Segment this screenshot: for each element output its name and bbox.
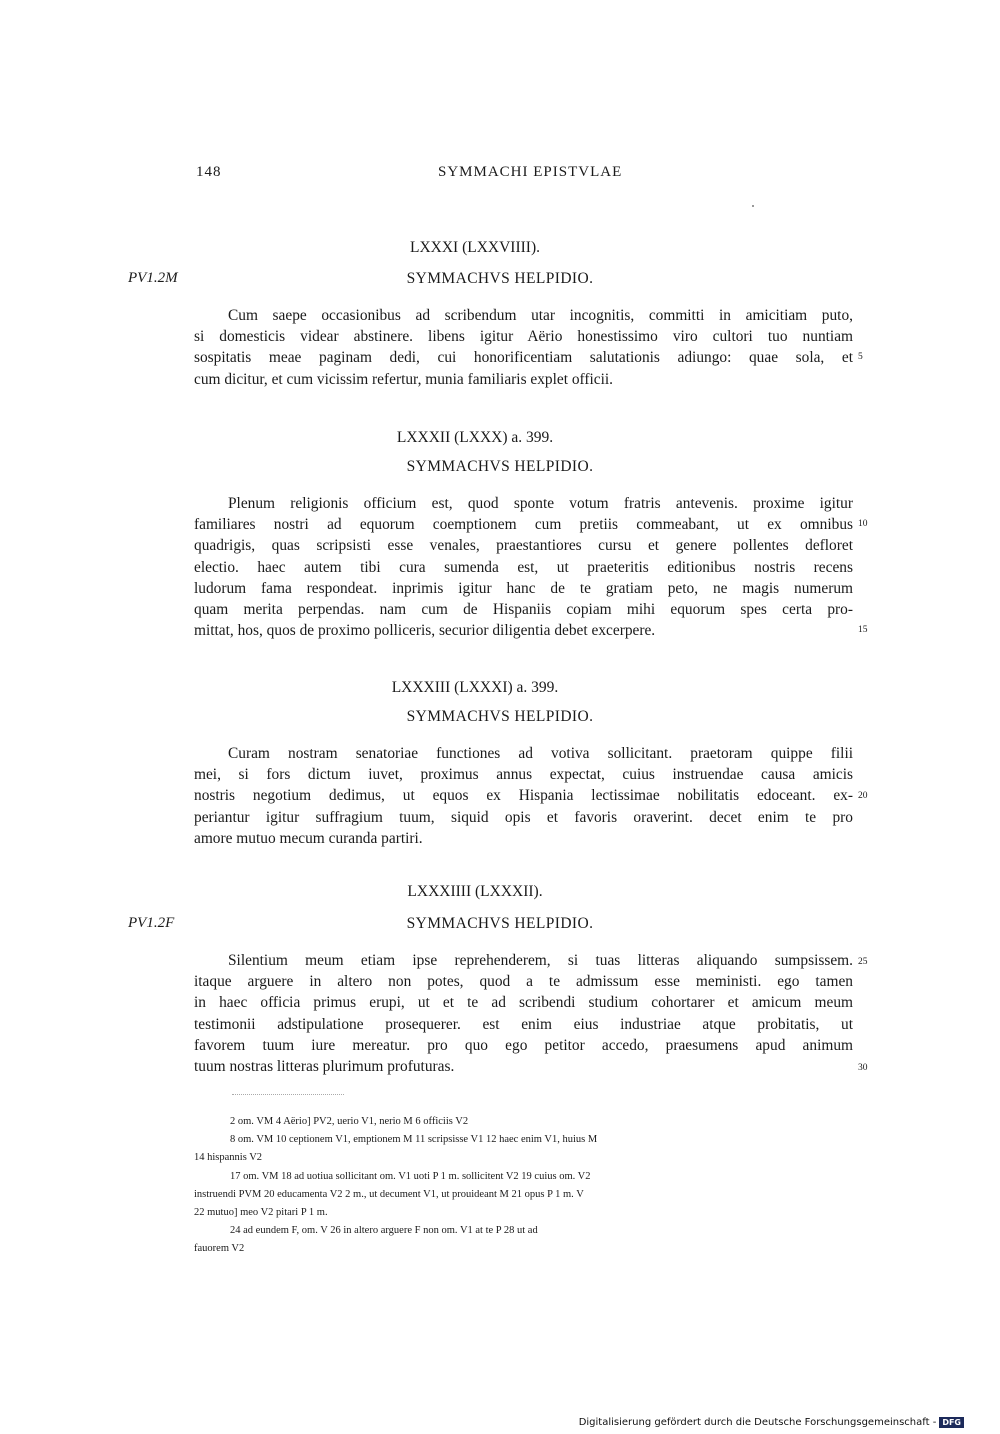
text-line: quam merita perpendas. nam cum de Hispaniis copiam mihi equorum spes certa pro- xyxy=(194,601,853,619)
dfg-logo: DFG xyxy=(939,1417,964,1428)
text-line: cum dicitur, et cum vicissim refertur, munia familiaris explet officii. xyxy=(194,370,614,388)
letter-text xyxy=(194,305,853,390)
text-line: nostris negotium dedimus, ut equos ex Hispania lectissimae nobilitatis edoceant. ex- xyxy=(194,787,853,805)
text-line: mei, si fors dictum iuvet, proximus annus expectat, cuius instruendae causa amicis xyxy=(194,766,853,784)
apparatus-line: 14 hispannis V2 xyxy=(194,1152,263,1164)
line-number: 20 xyxy=(858,791,868,801)
line-number: 25 xyxy=(858,957,868,967)
text-line: favorem tuum iure mereatur. pro quo ego petitor accedo, praesumens apud animum xyxy=(194,1036,853,1054)
text-line: si domesticis videar abstinere. libens igitur Aërio honestissimo viro cultori tuo nuntiam xyxy=(194,328,853,346)
text-line: itaque arguere in altero non potes, quod a te admissum esse meministi. ego tamen xyxy=(194,973,853,991)
letter-text xyxy=(194,950,853,1077)
running-title: SYMMACHI EPISTVLAE xyxy=(438,164,623,180)
critical-apparatus xyxy=(194,1113,852,1259)
letter-number: LXXXI (LXXVIIII). xyxy=(410,239,540,256)
text-line: Cum saepe occasionibus ad scribendum utar incognitis, committi in amicitiam puto, xyxy=(228,307,853,324)
manuscript-sigla: PV1.2M xyxy=(128,270,178,286)
line-number: 5 xyxy=(858,352,863,362)
text-line: in haec officia primus erupi, ut et te ad scribendi studium cohortarer et amicum meum xyxy=(194,994,853,1012)
letter-number: LXXXII (LXXX) a. 399. xyxy=(396,429,554,446)
text-line: Plenum religionis officium est, quod sponte votum fratris antevenis. proxime igitur xyxy=(228,495,853,512)
text-line: amore mutuo mecum curanda partiri. xyxy=(194,829,423,847)
text-line: Curam nostram senatoriae functiones ad votiva sollicitant. praetoram quippe filii xyxy=(228,745,853,762)
letter-number: LXXXIIII (LXXXII). xyxy=(407,883,543,900)
apparatus-line: 17 om. VM 18 ad uotiua sollicitant om. V1 uoti P 1 m. sollicitent V2 19 cuius om. V2 xyxy=(230,1170,591,1182)
letter-text xyxy=(194,493,853,641)
text-line: familiares nostri ad equorum coemptionem cum pretiis commeabant, ut ex omnibus xyxy=(194,516,853,534)
letter-number: LXXXIII (LXXXI) a. 399. xyxy=(391,679,559,696)
digitization-footer xyxy=(579,1417,964,1428)
line-number: 10 xyxy=(858,519,868,529)
letter-address: SYMMACHVS HELPIDIO. xyxy=(406,270,594,287)
page-number: 148 xyxy=(196,164,222,180)
footer-text: Digitalisierung gefördert durch die Deutsche Forschungsgemeinschaft - xyxy=(578,1417,937,1428)
apparatus-separator xyxy=(232,1094,344,1095)
letter-address: SYMMACHVS HELPIDIO. xyxy=(406,915,594,932)
apparatus-line: 2 om. VM 4 Aërio] PV2, uerio V1, nerio M 6 officiis V2 xyxy=(230,1116,469,1127)
line-number: 15 xyxy=(858,625,868,635)
letter-text xyxy=(194,743,853,849)
text-line: testimonii adstipulatione prosequerer. est enim eius industriae atque probitatis, ut xyxy=(194,1015,853,1033)
text-line: Silentium meum etiam ipse reprehenderem, si tuas litteras aliquando sumpsissem. xyxy=(228,952,853,969)
text-line: ludorum fama respondeat. inprimis igitur hanc de te gratiam peto, ne magis numerum xyxy=(194,579,853,597)
text-line: tuum nostras litteras plurimum profuturas. xyxy=(194,1058,455,1076)
text-line: sospitatis meae paginam dedi, cui honorificentiam salutationis adiungo: quae sola, et xyxy=(194,349,853,367)
apparatus-line: 8 om. VM 10 ceptionem V1, emptionem M 11 scripsisse V1 12 haec enim V1, huius M xyxy=(230,1134,598,1146)
line-number: 30 xyxy=(858,1063,868,1073)
speck xyxy=(752,205,754,207)
apparatus-line: instruendi PVM 20 educamenta V2 2 m., ut decument V1, ut prouideant M 21 opus P 1 m. V xyxy=(194,1188,584,1200)
text-line: electio. haec autem tibi cura sumenda est, ut praeteritis editionibus nostris recens xyxy=(194,558,853,576)
manuscript-sigla: PV1.2F xyxy=(128,915,175,931)
letter-address: SYMMACHVS HELPIDIO. xyxy=(406,458,594,475)
text-line: mittat, hos, quos de proximo polliceris, securior diligentia debet excerpere. xyxy=(194,622,656,640)
apparatus-line: 22 mutuo] meo V2 pitari P 1 m. xyxy=(194,1207,328,1219)
letter-address: SYMMACHVS HELPIDIO. xyxy=(406,708,594,725)
text-line: quadrigis, quas scripsisti esse venales, praestantiores cursu et genere pollentes defloret xyxy=(194,537,853,555)
apparatus-line: 24 ad eundem F, om. V 26 in altero arguere F non om. V1 at te P 28 ut ad xyxy=(230,1225,538,1237)
apparatus-line: fauorem V2 xyxy=(194,1243,245,1255)
text-line: periantur igitur suffragium tuum, siquid opis et favoris oraverint. decet enim te pro xyxy=(194,808,853,826)
